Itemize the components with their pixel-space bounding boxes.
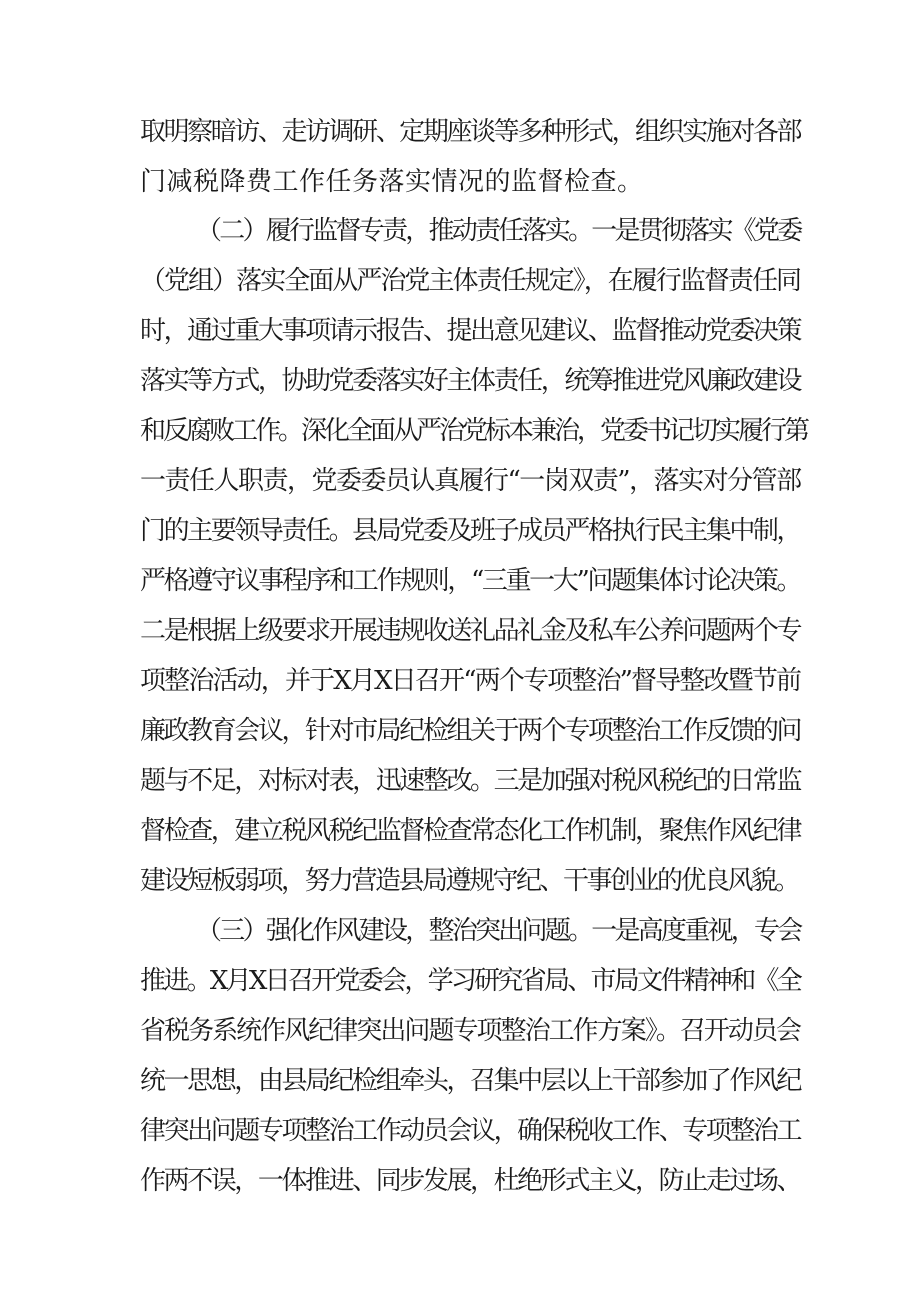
- body-text-line: 作两不误，一体推进、同步发展，杜绝形式主义，防止走过场、: [140, 1166, 800, 1196]
- body-text-line: 省税务系统作风纪律突出问题专项整治工作方案》。召开动员会: [140, 1016, 800, 1046]
- body-text-line: （党组）落实全面从严治党主体责任规定》，在履行监督责任同: [140, 266, 800, 296]
- body-text-line: 门的主要领导责任。县局党委及班子成员严格执行民主集中制，: [140, 516, 800, 546]
- body-text-line: 门减税降费工作任务落实情况的监督检查。: [140, 167, 644, 197]
- section-heading-line: （三）强化作风建设，整治突出问题。一是高度重视，专会: [196, 916, 801, 946]
- body-text-line: 推进。X月X日召开党委会，学习研究省局、市局文件精神和《全: [140, 966, 800, 996]
- body-text-line: 统一思想，由县局纪检组牵头，召集中层以上干部参加了作风纪: [140, 1066, 800, 1096]
- body-text-line: 取明察暗访、走访调研、定期座谈等多种形式，组织实施对各部: [140, 117, 800, 147]
- body-text-line: 督检查，建立税风税纪监督检查常态化工作机制，聚焦作风纪律: [140, 816, 800, 846]
- body-text-line: 题与不足，对标对表，迅速整改。三是加强对税风税纪的日常监: [140, 766, 800, 796]
- section-heading-line: （二）履行监督专责，推动责任落实。一是贯彻落实《党委: [196, 216, 801, 246]
- body-text-line: 一责任人职责，党委委员认真履行“一岗双责”，落实对分管部: [140, 466, 801, 496]
- body-text-line: 项整治活动，并于X月X日召开“两个专项整治”督导整改暨节前: [140, 666, 800, 696]
- body-text-line: 严格遵守议事程序和工作规则，“三重一大”问题集体讨论决策。: [140, 566, 800, 596]
- body-text-line: 二是根据上级要求开展违规收送礼品礼金及私车公养问题两个专: [140, 616, 800, 646]
- body-text-line: 落实等方式，协助党委落实好主体责任，统筹推进党风廉政建设: [140, 366, 800, 396]
- body-text-line: 廉政教育会议，针对市局纪检组关于两个专项整治工作反馈的问: [140, 716, 800, 746]
- body-text-line: 和反腐败工作。深化全面从严治党标本兼治，党委书记切实履行第: [140, 416, 808, 446]
- body-text-line: 律突出问题专项整治工作动员会议，确保税收工作、专项整治工: [140, 1116, 800, 1146]
- body-text-line: 建设短板弱项，努力营造县局遵规守纪、干事创业的优良风貌。: [140, 866, 799, 896]
- body-text-line: 时，通过重大事项请示报告、提出意见建议、监督推动党委决策: [140, 316, 800, 346]
